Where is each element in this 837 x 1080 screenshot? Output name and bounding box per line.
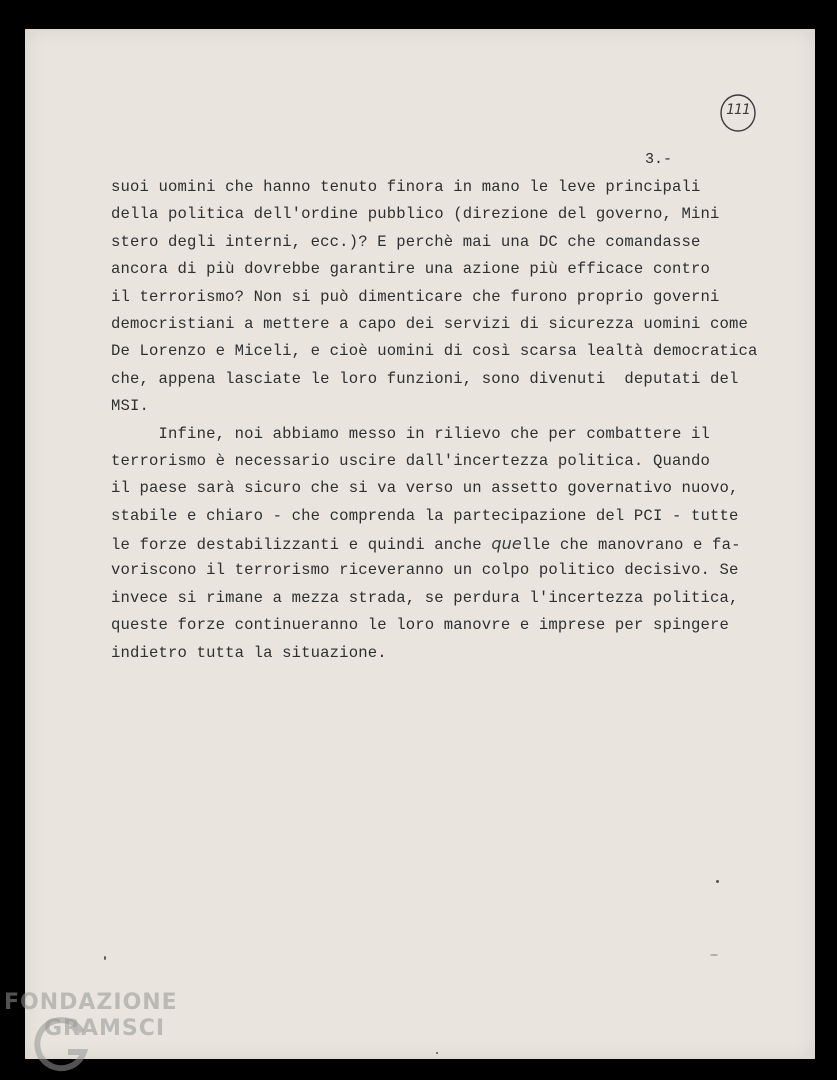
text-line: della politica dell'ordine pubblico (direzione del governo, Mini [111,205,720,224]
text-line: il paese sarà sicuro che si va verso un assetto governativo nuovo, [111,479,739,498]
text-line: terrorismo è necessario uscire dall'incertezza politica. Quando [111,451,710,470]
text-line: voriscono il terrorismo riceveranno un colpo politico decisivo. Se [111,561,739,580]
watermark-line1: FONDAZIONE [4,990,178,1015]
paper-speck [436,1052,438,1054]
text-line: che, appena lasciate le loro funzioni, sono divenuti deputati del [111,369,739,388]
archive-number-stamp [719,93,757,133]
text-line: queste forze continueranno le loro manovre e imprese per spingere [111,616,730,635]
archive-number: 111 [726,102,750,118]
text-segment: le forze destabilizzanti e quindi anche [111,536,492,555]
paper-speck [710,954,718,956]
text-line: suoi uomini che hanno tenuto finora in mano le leve principali [111,178,701,196]
text-line: De Lorenzo e Miceli, e cioè uomini di così scarsa lealtà democratica [111,342,758,361]
text-line: democristiani a mettere a capo dei servizi di sicurezza uomini come [111,314,749,333]
handwritten-correction: que [491,534,522,554]
text-segment: lle che manovrano e fa- [521,536,741,555]
text-line: il terrorismo? Non si può dimenticare che furono proprio governi [111,287,720,306]
text-line: indietro tutta la situazione. [111,643,387,662]
body-text [111,174,771,667]
paper-speck [104,956,106,960]
fondazione-gramsci-watermark [4,990,214,1076]
text-line: ancora di più dovrebbe garantire una azione più efficace contro [111,260,710,279]
text-line: MSI. [111,397,150,416]
text-line: stero degli interni, ecc.)? E perchè mai una DC che comandasse [111,232,701,251]
text-line: stabile e chiaro - che comprenda la partecipazione del PCI - tutte [111,506,739,525]
text-line: invece si rimane a mezza strada, se perdura l'incertezza politica, [111,588,739,607]
watermark-line2: GRAMSCI [44,1016,166,1041]
page-number: 3.- [645,151,673,168]
text-line: Infine, noi abbiamo messo in rilievo che per combattere il [111,424,710,443]
paper-speck [716,880,719,883]
text-line-with-correction [111,530,771,557]
